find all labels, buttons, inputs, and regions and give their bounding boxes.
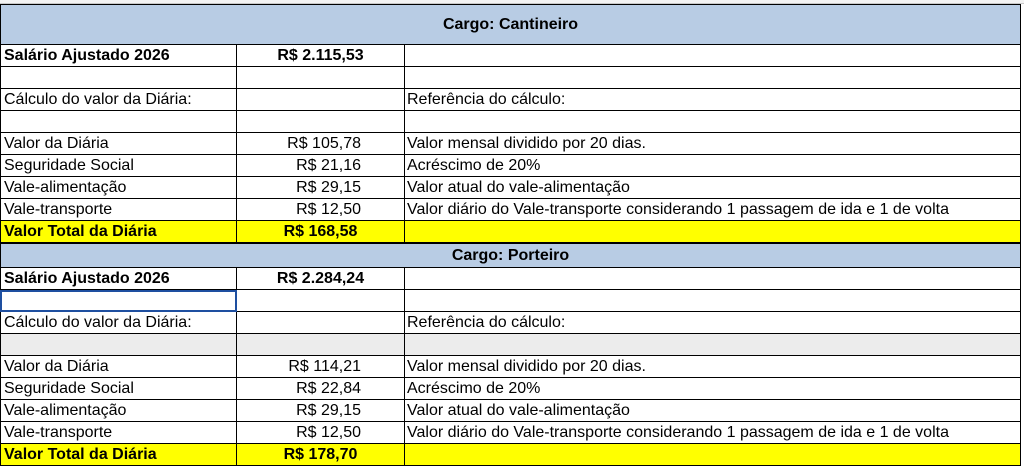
total-value-cell[interactable]: R$ 168,58: [237, 221, 405, 243]
item-ref-cell[interactable]: Valor diário do Vale-transporte considerando 1 passagem de ida e 1 de volta: [405, 422, 1021, 444]
total-label-cell[interactable]: Valor Total da Diária: [0, 444, 237, 466]
calc-heading-row: [0, 89, 1021, 111]
total-row: [0, 221, 1021, 243]
item-ref-cell[interactable]: Acréscimo de 20%: [405, 378, 1021, 400]
item-value-cell[interactable]: R$ 105,78: [237, 133, 405, 155]
salary-row: [0, 45, 1021, 67]
salary-row: [0, 268, 1021, 290]
empty-cell[interactable]: [237, 89, 405, 111]
item-value-cell[interactable]: R$ 29,15: [237, 177, 405, 199]
empty-cell[interactable]: [405, 221, 1021, 243]
total-value-cell[interactable]: R$ 178,70: [237, 444, 405, 466]
item-row: [0, 155, 1021, 177]
empty-cell[interactable]: [237, 312, 405, 334]
item-label-cell[interactable]: Valor da Diária: [0, 133, 237, 155]
empty-cell[interactable]: [0, 334, 237, 356]
calc-label-cell[interactable]: Cálculo do valor da Diária:: [0, 312, 237, 334]
empty-cell[interactable]: [405, 67, 1021, 89]
item-row: [0, 177, 1021, 199]
salary-label-cell[interactable]: Salário Ajustado 2026: [0, 45, 237, 67]
calc-heading-row: [0, 312, 1021, 334]
empty-row: [0, 290, 1021, 312]
item-value-cell[interactable]: R$ 21,16: [237, 155, 405, 177]
item-ref-cell[interactable]: Valor mensal dividido por 20 dias.: [405, 356, 1021, 378]
calc-label-cell[interactable]: Cálculo do valor da Diária:: [0, 89, 237, 111]
empty-cell[interactable]: [405, 290, 1021, 312]
empty-cell[interactable]: [405, 444, 1021, 466]
item-label-cell[interactable]: Seguridade Social: [0, 378, 237, 400]
empty-row: [0, 67, 1021, 89]
empty-cell[interactable]: [237, 111, 405, 133]
item-row: [0, 422, 1021, 444]
item-row: [0, 356, 1021, 378]
item-value-cell[interactable]: R$ 29,15: [237, 400, 405, 422]
item-label-cell[interactable]: Valor da Diária: [0, 356, 237, 378]
empty-cell[interactable]: [405, 45, 1021, 67]
empty-row: [0, 111, 1021, 133]
cargo-title: Cargo: Cantineiro: [442, 15, 579, 33]
item-value-cell[interactable]: R$ 22,84: [237, 378, 405, 400]
item-ref-cell[interactable]: Valor mensal dividido por 20 dias.: [405, 133, 1021, 155]
item-label-cell[interactable]: Vale-transporte: [0, 422, 237, 444]
item-row: [0, 133, 1021, 155]
item-label-cell[interactable]: Vale-transporte: [0, 199, 237, 221]
item-label-cell[interactable]: Seguridade Social: [0, 155, 237, 177]
empty-cell[interactable]: [405, 268, 1021, 290]
ref-label-cell[interactable]: Referência do cálculo:: [405, 89, 1021, 111]
item-ref-cell[interactable]: Valor atual do vale-alimentação: [405, 177, 1021, 199]
item-row: [0, 400, 1021, 422]
cargo-header-porteiro[interactable]: [0, 243, 1021, 268]
item-label-cell[interactable]: Vale-alimentação: [0, 177, 237, 199]
empty-cell[interactable]: [405, 111, 1021, 133]
cargo-header-cantineiro[interactable]: [0, 4, 1021, 45]
empty-cell[interactable]: [405, 334, 1021, 356]
item-value-cell[interactable]: R$ 114,21: [237, 356, 405, 378]
empty-cell[interactable]: [237, 67, 405, 89]
selected-cell[interactable]: [0, 290, 237, 312]
empty-cell[interactable]: [0, 67, 237, 89]
item-row: [0, 378, 1021, 400]
empty-cell[interactable]: [0, 111, 237, 133]
salary-value-cell[interactable]: R$ 2.115,53: [237, 45, 405, 67]
item-value-cell[interactable]: R$ 12,50: [237, 199, 405, 221]
salary-value-cell[interactable]: R$ 2.284,24: [237, 268, 405, 290]
item-row: [0, 199, 1021, 221]
item-ref-cell[interactable]: Valor atual do vale-alimentação: [405, 400, 1021, 422]
total-row: [0, 444, 1021, 466]
ref-label-cell[interactable]: Referência do cálculo:: [405, 312, 1021, 334]
item-value-cell[interactable]: R$ 12,50: [237, 422, 405, 444]
item-ref-cell[interactable]: Valor diário do Vale-transporte considerando 1 passagem de ida e 1 de volta: [405, 199, 1021, 221]
item-ref-cell[interactable]: Acréscimo de 20%: [405, 155, 1021, 177]
total-label-cell[interactable]: Valor Total da Diária: [0, 221, 237, 243]
empty-cell[interactable]: [237, 334, 405, 356]
item-label-cell[interactable]: Vale-alimentação: [0, 400, 237, 422]
empty-cell[interactable]: [237, 290, 405, 312]
empty-row: [0, 334, 1021, 356]
cargo-title: Cargo: Porteiro: [451, 246, 570, 264]
salary-label-cell[interactable]: Salário Ajustado 2026: [0, 268, 237, 290]
